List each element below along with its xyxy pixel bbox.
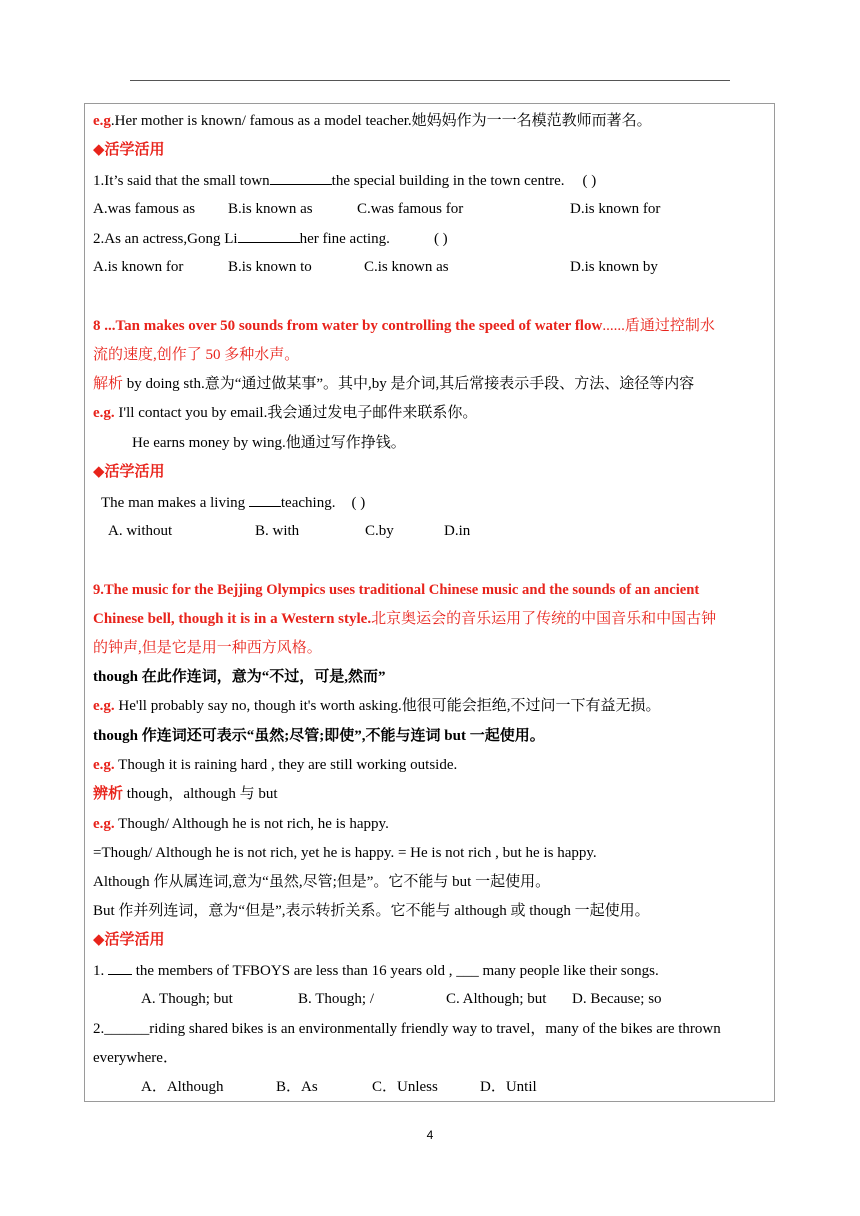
s7-q1-options xyxy=(93,199,773,219)
answer-blank xyxy=(249,492,281,507)
option-c: C.was famous for xyxy=(357,201,464,217)
page-number: 4 xyxy=(426,1128,434,1142)
s8-analysis: 解析 by doing sth.意为“通过做某事”。其中,by 是介词,其后常接表示手段、方法、途径等内容 xyxy=(93,376,695,392)
option-c: C.is known as xyxy=(364,259,449,275)
option-c: C. Although; but xyxy=(446,991,547,1007)
s9-example-3: e.g. Though/ Although he is not rich, he is happy. xyxy=(93,816,389,832)
s8-example-1: e.g. I'll contact you by email.我会通过发电子邮件来联系你。 xyxy=(93,405,478,421)
s9-note-2: though 作连词还可表示“虽然;尽管;即使”,不能与连词 but 一起使用。 xyxy=(93,728,545,744)
option-d: D.in xyxy=(444,523,471,539)
option-b: B. with xyxy=(255,523,300,539)
option-a: A.was famous as xyxy=(93,201,196,217)
s9-question-2-line2: everywhere． xyxy=(93,1050,178,1066)
option-a: A. Though; but xyxy=(141,991,233,1007)
s8-heading-line2: 流的速度,创作了 50 多种水声。 xyxy=(93,347,300,363)
option-d: D．Until xyxy=(480,1079,537,1095)
s8-example-2: He earns money by wing.他通过写作挣钱。 xyxy=(132,435,406,451)
s9-question-1: 1. the members of TFBOYS are less than 16 years old , ___ many people like their songs. xyxy=(93,960,659,981)
option-b: B.is known as xyxy=(228,201,313,217)
s8-options xyxy=(108,521,608,541)
s8-question: The man makes a living teaching. ( ) xyxy=(101,492,365,513)
s7-question-1: 1.It’s said that the small town the special building in the town centre. ( ) xyxy=(93,170,596,191)
s9-but-usage: But 作并列连词，意为“但是”,表示转折关系。它不能与 although 或 though 一起使用。 xyxy=(93,903,650,919)
s9-equivalent-line: =Though/ Although he is not rich, yet he is happy. = He is not rich , but he is happy. xyxy=(93,845,597,861)
s9-practice-heading: ◆活学活用 xyxy=(93,932,165,948)
s9-example-1: e.g. He'll probably say no, though it's worth asking.他很可能会拒绝,不过问一下有益无损。 xyxy=(93,698,661,714)
s9-although-usage: Although 作从属连词,意为“虽然,尽管;但是”。它不能与 but 一起使用。 xyxy=(93,874,551,890)
option-a: A.is known for xyxy=(93,259,184,275)
s7-example: e.g.Her mother is known/ famous as a model teacher.她妈妈作为一一名模范教师而著名。 xyxy=(93,113,652,129)
s9-distinguish: 辨析 though，although 与 but xyxy=(93,786,278,802)
option-d: D. Because; so xyxy=(572,991,662,1007)
answer-blank xyxy=(108,960,132,975)
s9-heading-line2: Chinese bell, though it is in a Western style.北京奥运会的音乐运用了传统的中国音乐和中国古钟 xyxy=(93,611,717,627)
s9-heading-line3: 的钟声,但是它是用一种西方风格。 xyxy=(93,640,322,656)
option-a: A．Although xyxy=(141,1079,224,1095)
option-d: D.is known for xyxy=(570,201,661,217)
s9-q1-options xyxy=(141,989,701,1009)
answer-blank xyxy=(238,228,300,243)
option-c: C．Unless xyxy=(372,1079,438,1095)
s7-question-2: 2.As an actress,Gong Li her fine acting. ( ) xyxy=(93,228,448,249)
option-b: B. Though; / xyxy=(298,991,374,1007)
s7-q2-options xyxy=(93,257,773,277)
s9-q2-options xyxy=(141,1077,601,1097)
s9-question-2: 2.______riding shared bikes is an environmentally friendly way to travel，many of the bikes are thrown xyxy=(93,1021,721,1037)
s9-example-2: e.g. Though it is raining hard , they are still working outside. xyxy=(93,757,458,773)
option-b: B．As xyxy=(276,1079,318,1095)
option-b: B.is known to xyxy=(228,259,312,275)
content-frame xyxy=(84,103,775,1102)
s8-practice-heading: ◆活学活用 xyxy=(93,464,165,480)
s7-practice-heading: ◆活学活用 xyxy=(93,142,165,158)
option-a: A. without xyxy=(108,523,173,539)
header-rule xyxy=(130,80,730,81)
s9-heading: 9.The music for the Bejjing Olympics uses traditional Chinese music and the sounds of an ancient xyxy=(93,582,700,598)
option-d: D.is known by xyxy=(570,259,658,275)
answer-blank xyxy=(270,170,332,185)
s9-note-1: though 在此作连词，意为“不过，可是,然而” xyxy=(93,669,386,685)
s8-heading: 8 ...Tan makes over 50 sounds from water by controlling the speed of water flow......盾通过控制水 xyxy=(93,318,715,334)
option-c: C.by xyxy=(365,523,394,539)
